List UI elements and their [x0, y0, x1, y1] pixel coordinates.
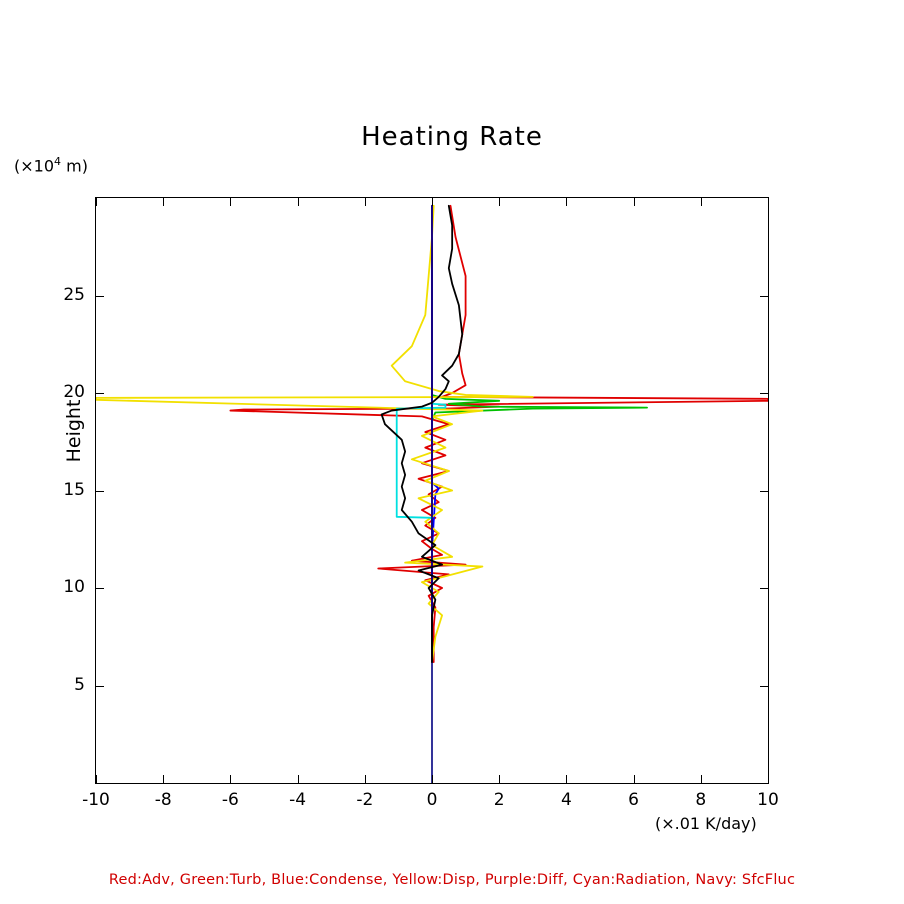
x-tick-top: [163, 198, 164, 206]
y-tick: [96, 588, 104, 589]
x-tick-label: 6: [628, 790, 639, 810]
x-tick-label: 4: [560, 790, 572, 810]
y-tick: [96, 393, 104, 394]
x-tick-label: -10: [82, 790, 110, 810]
x-tick: [432, 775, 433, 783]
x-tick-top: [432, 198, 433, 206]
x-tick-label: -6: [221, 790, 239, 810]
x-tick-top: [701, 198, 702, 206]
x-tick-top: [365, 198, 366, 206]
x-tick-label: 10: [757, 790, 779, 810]
x-tick: [230, 775, 231, 783]
y-tick-label: 5: [74, 674, 85, 695]
x-tick: [499, 775, 500, 783]
y-tick-right: [760, 393, 768, 394]
x-tick-top: [768, 198, 769, 206]
x-tick-label: -2: [356, 790, 374, 810]
x-tick: [163, 775, 164, 783]
x-tick-top: [634, 198, 635, 206]
x-tick-label: 0: [426, 790, 438, 810]
x-tick-label: -8: [154, 790, 172, 810]
y-axis-label: Height: [63, 399, 85, 463]
y-tick: [96, 296, 104, 297]
y-tick-right: [760, 296, 768, 297]
legend-caption: Red:Adv, Green:Turb, Blue:Condense, Yellow:Disp, Purple:Diff, Cyan:Radiation, Navy: SfcFluc: [108, 872, 796, 888]
x-tick-top: [96, 198, 97, 206]
x-tick-label: 2: [493, 790, 505, 810]
x-tick: [701, 775, 702, 783]
x-tick: [365, 775, 366, 783]
y-tick-label: 10: [63, 577, 85, 597]
x-tick: [96, 775, 97, 783]
y-tick-label: 15: [63, 479, 85, 500]
x-tick: [634, 775, 635, 783]
x-tick-top: [298, 198, 299, 206]
y-tick-right: [760, 686, 768, 687]
y-tick-right: [760, 588, 768, 589]
y-tick-label: 25: [63, 284, 85, 305]
y-tick-label: 20: [63, 382, 85, 402]
x-tick: [768, 775, 769, 783]
y-axis-unit-label: ($\times 10^4$ m): [14, 155, 88, 176]
x-tick-top: [230, 198, 231, 206]
page-title: Heating Rate: [361, 122, 543, 152]
y-tick-right: [760, 491, 768, 492]
x-tick-label: -4: [289, 790, 307, 810]
y-tick: [96, 491, 104, 492]
y-tick: [96, 686, 104, 687]
x-tick-top: [499, 198, 500, 206]
x-axis-unit-label: (×.01 K/day): [655, 814, 757, 833]
x-tick-label: 8: [695, 790, 707, 810]
x-tick-top: [566, 198, 567, 206]
x-tick: [298, 775, 299, 783]
x-tick: [566, 775, 567, 783]
